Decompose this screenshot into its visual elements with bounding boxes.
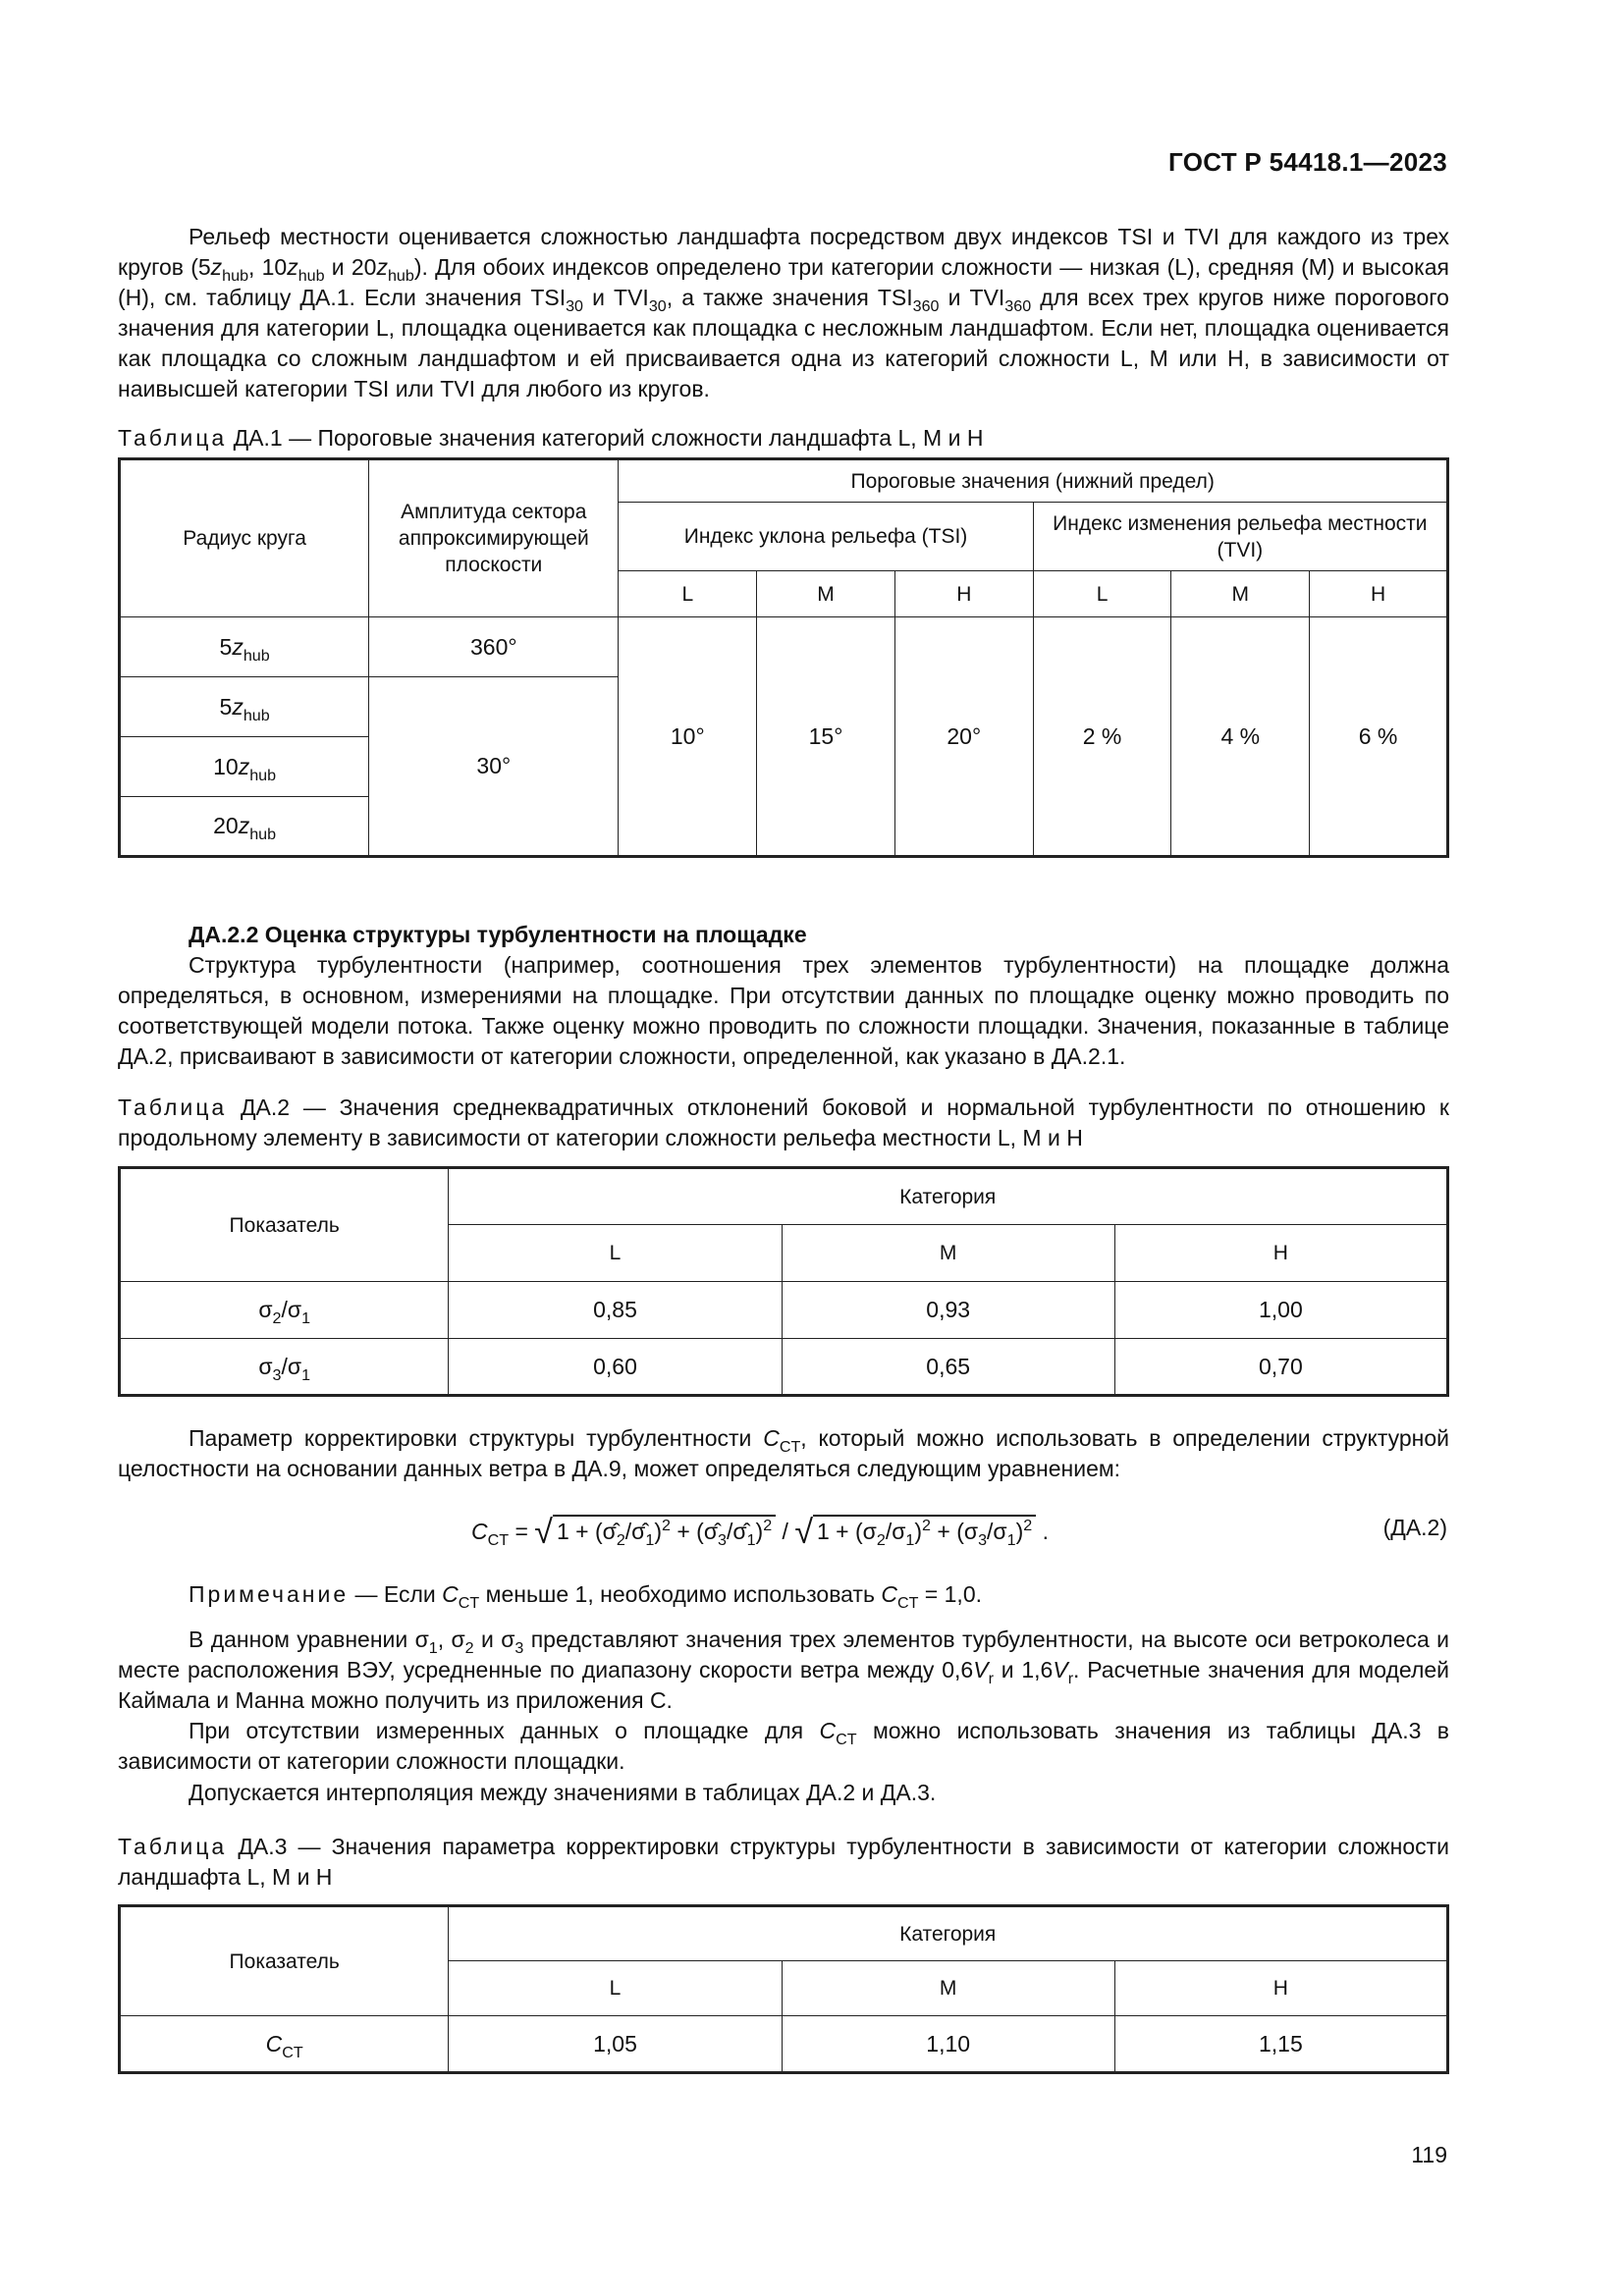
col-category-header: Категория <box>449 1906 1448 1961</box>
sub-header-l: L <box>449 1961 782 2016</box>
col-tsi-header: Индекс уклона рельефа (TSI) <box>619 503 1033 571</box>
col-tvi-header: Индекс изменения рельефа местности (TVI) <box>1033 503 1447 571</box>
amplitude-cell: 360° <box>369 617 619 677</box>
value-cell-l: 0,60 <box>449 1339 782 1396</box>
param-paragraph: Параметр корректировки структуры турбулентности $C_{CT}$, который можно использовать в определении структурной целостности на основании данных ветра в ДА.9, может определяться следующим уравнением: <box>118 1425 1449 1481</box>
intro-paragraph: Рельеф местности оценивается сложностью ландшафта посредством двух индексов TSI и TVI для каждого из трех кругов ($5z_{hub}$, $10z_{hub}$ и $20z_{hub}$). Для обоих индексов определено три категории сложности — низкая (L), средняя (M) и высокая (H), см. таблицу ДА.1. Если значения $TSI_{30}$ и $TVI_{30}$, а также значения $TSI_{360}$ и $TVI_{360}$ для всех трех кругов ниже порогового значения для категории L, площадка оценивается как площадка с несложным ландшафтом. Если нет, площадка оценивается как площадка со сложным ландшафтом и ей присваивается одна из категорий сложности L, M или H, в зависимости от наивысшей категории TSI или TVI для любого из кругов. <box>118 224 1449 401</box>
col-category-header: Категория <box>449 1168 1448 1225</box>
value-cell-m: 0,65 <box>782 1339 1114 1396</box>
indicator-cell: $C_{CT}$ <box>120 2016 449 2073</box>
note-text: — Если $C_{CT}$ меньше 1, необходимо использовать $C_{CT} = 1,0$. <box>354 1581 982 1612</box>
value-cell-l: 1,05 <box>449 2016 782 2073</box>
table1-caption <box>118 423 1449 454</box>
radius-cell: $5z_{hub}$ <box>120 617 369 677</box>
sub-header-tsi-l: L <box>619 571 757 617</box>
sub-header-l: L <box>449 1225 782 1282</box>
value-cell-l: 0,85 <box>449 1282 782 1339</box>
value-tvi-m: 4 % <box>1171 617 1310 857</box>
value-tvi-l: 2 % <box>1033 617 1171 857</box>
table3-caption <box>118 1832 1449 1893</box>
sub-header-tvi-m: M <box>1171 571 1310 617</box>
col-indicator-header: Показатель <box>120 1906 449 2016</box>
sub-header-tvi-l: L <box>1033 571 1171 617</box>
col-threshold-header: Пороговые значения (нижний предел) <box>619 459 1448 503</box>
value-cell-h: 0,70 <box>1114 1339 1447 1396</box>
table-da1 <box>118 457 1449 858</box>
value-tsi-h: 20° <box>894 617 1033 857</box>
sub-header-m: M <box>782 1961 1114 2016</box>
sub-header-tsi-m: M <box>757 571 895 617</box>
sub-header-h: H <box>1114 1961 1447 2016</box>
page-number: 119 <box>1411 2142 1447 2167</box>
section-heading: ДА.2.2 Оценка структуры турбулентности на площадке <box>189 922 807 947</box>
value-cell-h: 1,15 <box>1114 2016 1447 2073</box>
table1-caption-label: Таблица <box>118 425 228 451</box>
amplitude-cell: 30° <box>369 677 619 857</box>
equation-da2: $C_{CT}$ = √ $1 + (\sigmâ_2/\sigmâ_1)^2$ + $(\sigmâ_3/\sigmâ_1)^2$ / √ $1 + (\sigma_2/\sigma_1)^2 + (\sigma_3/\sigma_1)^2$ . <box>471 1514 1049 1551</box>
value-cell-m: 0,93 <box>782 1282 1114 1339</box>
table3-caption-text: ДА.3 — Значения параметра корректировки структуры турбулентности в зависимости от категории сложности ландшафта L, M и H <box>118 1834 1450 1890</box>
radius-cell: $10z_{hub}$ <box>120 737 369 797</box>
sub-header-h: H <box>1114 1225 1447 1282</box>
note-label: Примечание <box>189 1581 350 1607</box>
indicator-cell: $\sigma_3/\sigma_1$ <box>120 1339 449 1396</box>
table1-caption-text: ДА.1 — Пороговые значения категорий сложности ландшафта L, M и H <box>233 425 984 451</box>
col-indicator-header: Показатель <box>120 1168 449 1282</box>
note-paragraph <box>118 1579 1449 1610</box>
absent-data-paragraph: При отсутствии измеренных данных о площадке для $C_{CT}$ можно использовать значения из таблицы ДА.3 в зависимости от категории сложности площадки. <box>118 1718 1449 1774</box>
col-amplitude-header: Амплитуда сектора аппроксимирующей плоскости <box>369 459 619 617</box>
document-id: ГОСТ Р 54418.1—2023 <box>1168 147 1447 177</box>
radius-cell: $5z_{hub}$ <box>120 677 369 737</box>
sub-header-tvi-h: H <box>1310 571 1448 617</box>
sigma-paragraph: В данном уравнении $\sigma_1$, $\sigma_2$ и $\sigma_3$ представляют значения трех элементов турбулентности, на высоте оси ветроколеса и месте расположения ВЭУ, усредненные по диапазону скорости ветра между $0,6V_r$ и $1,6V_r$. Расчетные значения для моделей Каймала и Манна можно получить из приложения С. <box>118 1627 1450 1713</box>
value-cell-m: 1,10 <box>782 2016 1114 2073</box>
radius-cell: $20z_{hub}$ <box>120 797 369 857</box>
table2-caption-text: ДА.2 — Значения среднеквадратичных отклонений боковой и нормальной турбулентности по отношению к продольному элементу в зависимости от категории сложности рельефа местности L, M и H <box>118 1095 1449 1150</box>
table2-caption-label: Таблица <box>118 1095 228 1120</box>
table3-caption-label: Таблица <box>118 1834 228 1859</box>
equation-number: (ДА.2) <box>1382 1515 1447 1540</box>
table-da2 <box>118 1166 1449 1397</box>
table-da3 <box>118 1904 1449 2074</box>
interpolation-paragraph: Допускается интерполяция между значениями в таблицах ДА.2 и ДА.3. <box>189 1780 937 1805</box>
value-tvi-h: 6 % <box>1310 617 1448 857</box>
table2-caption <box>118 1093 1449 1153</box>
value-tsi-l: 10° <box>619 617 757 857</box>
value-cell-h: 1,00 <box>1114 1282 1447 1339</box>
sub-header-tsi-h: H <box>894 571 1033 617</box>
section-paragraph: Структура турбулентности (например, соотношения трех элементов турбулентности) на площадке должна определяться, в основном, измерениями на площадке. При отсутствии данных по площадке оценку можно проводить по соответствующей модели потока. Также оценку можно проводить по сложности площадки. Значения, показанные в таблице ДА.2, присваивают в зависимости от категории сложности, определенной, как указано в ДА.2.1. <box>118 952 1449 1069</box>
indicator-cell: $\sigma_2/\sigma_1$ <box>120 1282 449 1339</box>
sub-header-m: M <box>782 1225 1114 1282</box>
col-radius-header: Радиус круга <box>120 459 369 617</box>
value-tsi-m: 15° <box>757 617 895 857</box>
